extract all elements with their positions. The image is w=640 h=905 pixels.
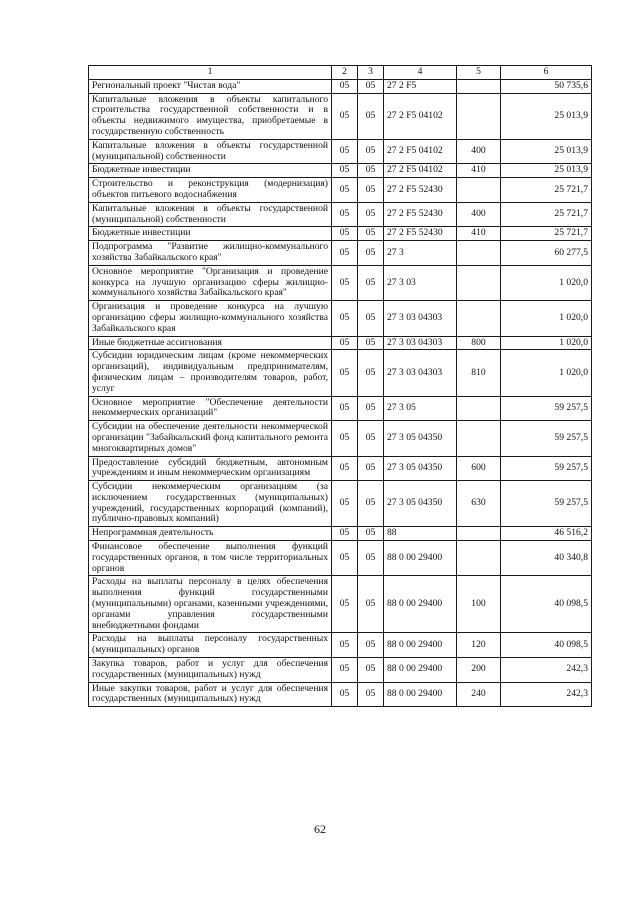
cell-expense-type xyxy=(457,178,501,203)
cell-amount: 59 257,5 xyxy=(501,396,592,421)
cell-name: Бюджетные инвестиции xyxy=(89,227,332,241)
cell-subsection: 05 xyxy=(358,350,384,396)
cell-amount: 242,3 xyxy=(501,682,592,707)
cell-target-article: 88 0 00 29400 xyxy=(384,576,457,633)
budget-table xyxy=(88,65,592,707)
cell-expense-type: 410 xyxy=(457,164,501,178)
cell-section: 05 xyxy=(332,633,358,658)
cell-subsection: 05 xyxy=(358,241,384,266)
cell-expense-type xyxy=(457,241,501,266)
cell-name: Иные бюджетные ассигнования xyxy=(89,336,332,350)
cell-target-article: 27 2 F5 04102 xyxy=(384,164,457,178)
cell-subsection: 05 xyxy=(358,301,384,336)
cell-amount: 40 098,5 xyxy=(501,576,592,633)
cell-amount: 25 721,7 xyxy=(501,202,592,227)
page-number: 62 xyxy=(314,822,326,836)
cell-expense-type xyxy=(457,541,501,576)
cell-amount: 50 735,6 xyxy=(501,79,592,93)
cell-amount: 25 721,7 xyxy=(501,178,592,203)
cell-subsection: 05 xyxy=(358,227,384,241)
cell-section: 05 xyxy=(332,241,358,266)
cell-section: 05 xyxy=(332,396,358,421)
cell-target-article: 88 0 00 29400 xyxy=(384,658,457,683)
table-row xyxy=(89,658,592,683)
cell-section: 05 xyxy=(332,301,358,336)
cell-section: 05 xyxy=(332,682,358,707)
cell-expense-type: 630 xyxy=(457,481,501,527)
cell-expense-type: 800 xyxy=(457,336,501,350)
cell-amount: 1 020,0 xyxy=(501,336,592,350)
header-cell-6: 6 xyxy=(501,66,592,80)
cell-amount: 25 721,7 xyxy=(501,227,592,241)
cell-subsection: 05 xyxy=(358,456,384,481)
cell-subsection: 05 xyxy=(358,396,384,421)
cell-name: Финансовое обеспечение выполнения функций государственных органов, в том числе территориальных органов xyxy=(89,541,332,576)
cell-section: 05 xyxy=(332,79,358,93)
table-row xyxy=(89,202,592,227)
cell-section: 05 xyxy=(332,658,358,683)
table-row xyxy=(89,481,592,527)
table-row xyxy=(89,265,592,300)
cell-expense-type: 240 xyxy=(457,682,501,707)
cell-name: Субсидии юридическим лицам (кроме некоммерческих организаций), индивидуальным предпринимателям, физическим лицам – производителям товаров, работ, услуг xyxy=(89,350,332,396)
cell-amount: 25 013,9 xyxy=(501,93,592,139)
cell-target-article: 27 3 03 04303 xyxy=(384,350,457,396)
table-row xyxy=(89,301,592,336)
cell-amount: 60 277,5 xyxy=(501,241,592,266)
header-cell-1: 1 xyxy=(89,66,332,80)
cell-name: Бюджетные инвестиции xyxy=(89,164,332,178)
cell-amount: 59 257,5 xyxy=(501,421,592,456)
cell-section: 05 xyxy=(332,541,358,576)
table-row xyxy=(89,350,592,396)
cell-target-article: 27 3 03 04303 xyxy=(384,336,457,350)
cell-amount: 59 257,5 xyxy=(501,481,592,527)
cell-amount: 25 013,9 xyxy=(501,164,592,178)
cell-subsection: 05 xyxy=(358,202,384,227)
cell-subsection: 05 xyxy=(358,481,384,527)
table-row xyxy=(89,241,592,266)
cell-name: Подпрограмма "Развитие жилищно-коммунального хозяйства Забайкальского края" xyxy=(89,241,332,266)
cell-expense-type xyxy=(457,527,501,541)
cell-name: Предоставление субсидий бюджетным, автономным учреждениям и иным некоммерческим организациям xyxy=(89,456,332,481)
header-cell-5: 5 xyxy=(457,66,501,80)
table-row xyxy=(89,456,592,481)
cell-name: Капитальные вложения в объекты капитального строительства государственной собственности и в объекты недвижимого имущества, приобретаемые в государственную собственность xyxy=(89,93,332,139)
cell-expense-type xyxy=(457,79,501,93)
cell-name: Непрограммная деятельность xyxy=(89,527,332,541)
table-row xyxy=(89,336,592,350)
cell-target-article: 27 3 xyxy=(384,241,457,266)
cell-expense-type xyxy=(457,265,501,300)
cell-target-article: 27 3 05 04350 xyxy=(384,421,457,456)
cell-amount: 1 020,0 xyxy=(501,350,592,396)
cell-subsection: 05 xyxy=(358,79,384,93)
cell-target-article: 27 2 F5 52430 xyxy=(384,202,457,227)
table-row xyxy=(89,164,592,178)
table-header-row xyxy=(89,66,592,80)
cell-expense-type: 120 xyxy=(457,633,501,658)
cell-target-article: 27 3 05 xyxy=(384,396,457,421)
cell-section: 05 xyxy=(332,481,358,527)
cell-name: Расходы на выплаты персоналу в целях обеспечения выполнения функций государственными (муниципальными) органами, казенными учреждениями, органами управления государственными внебюджетными фондами xyxy=(89,576,332,633)
cell-section: 05 xyxy=(332,227,358,241)
cell-subsection: 05 xyxy=(358,527,384,541)
cell-section: 05 xyxy=(332,576,358,633)
cell-subsection: 05 xyxy=(358,633,384,658)
cell-subsection: 05 xyxy=(358,541,384,576)
cell-subsection: 05 xyxy=(358,421,384,456)
cell-section: 05 xyxy=(332,527,358,541)
cell-target-article: 88 0 00 29400 xyxy=(384,633,457,658)
cell-expense-type xyxy=(457,301,501,336)
table-row xyxy=(89,396,592,421)
cell-name: Капитальные вложения в объекты государственной (муниципальной) собственности xyxy=(89,202,332,227)
cell-subsection: 05 xyxy=(358,93,384,139)
cell-subsection: 05 xyxy=(358,336,384,350)
cell-section: 05 xyxy=(332,164,358,178)
cell-section: 05 xyxy=(332,178,358,203)
cell-section: 05 xyxy=(332,265,358,300)
cell-expense-type: 400 xyxy=(457,202,501,227)
table-row xyxy=(89,421,592,456)
header-cell-3: 3 xyxy=(358,66,384,80)
cell-target-article: 27 2 F5 52430 xyxy=(384,227,457,241)
cell-expense-type xyxy=(457,421,501,456)
cell-expense-type: 100 xyxy=(457,576,501,633)
cell-target-article: 27 3 03 04303 xyxy=(384,301,457,336)
cell-name: Закупка товаров, работ и услуг для обеспечения государственных (муниципальных) нужд xyxy=(89,658,332,683)
cell-amount: 25 013,9 xyxy=(501,139,592,164)
cell-amount: 1 020,0 xyxy=(501,301,592,336)
cell-name: Основное мероприятие "Обеспечение деятельности некоммерческих организаций" xyxy=(89,396,332,421)
cell-expense-type xyxy=(457,93,501,139)
cell-name: Строительство и реконструкция (модернизация) объектов питьевого водоснабжения xyxy=(89,178,332,203)
cell-section: 05 xyxy=(332,139,358,164)
header-cell-4: 4 xyxy=(384,66,457,80)
cell-target-article: 88 0 00 29400 xyxy=(384,541,457,576)
cell-subsection: 05 xyxy=(358,682,384,707)
cell-section: 05 xyxy=(332,421,358,456)
cell-section: 05 xyxy=(332,336,358,350)
cell-expense-type: 410 xyxy=(457,227,501,241)
cell-expense-type: 200 xyxy=(457,658,501,683)
cell-section: 05 xyxy=(332,202,358,227)
cell-expense-type: 400 xyxy=(457,139,501,164)
cell-amount: 242,3 xyxy=(501,658,592,683)
table-row xyxy=(89,527,592,541)
cell-section: 05 xyxy=(332,456,358,481)
cell-expense-type: 600 xyxy=(457,456,501,481)
cell-target-article: 27 2 F5 04102 xyxy=(384,93,457,139)
cell-amount: 59 257,5 xyxy=(501,456,592,481)
header-cell-2: 2 xyxy=(332,66,358,80)
cell-name: Иные закупки товаров, работ и услуг для обеспечения государственных (муниципальных) нужд xyxy=(89,682,332,707)
table-row xyxy=(89,139,592,164)
cell-section: 05 xyxy=(332,93,358,139)
table-body xyxy=(89,66,592,707)
cell-target-article: 27 2 F5 04102 xyxy=(384,139,457,164)
table-row xyxy=(89,541,592,576)
cell-name: Основное мероприятие "Организация и проведение конкурса на лучшую организацию сферы жилищно-коммунального хозяйства Забайкальского края" xyxy=(89,265,332,300)
cell-name: Региональный проект "Чистая вода" xyxy=(89,79,332,93)
cell-target-article: 27 3 05 04350 xyxy=(384,481,457,527)
cell-subsection: 05 xyxy=(358,139,384,164)
cell-name: Субсидии на обеспечение деятельности некоммерческой организации "Забайкальский фонд капитального ремонта многоквартирных домов" xyxy=(89,421,332,456)
cell-amount: 40 340,8 xyxy=(501,541,592,576)
table-row xyxy=(89,79,592,93)
cell-amount: 40 098,5 xyxy=(501,633,592,658)
cell-subsection: 05 xyxy=(358,178,384,203)
cell-subsection: 05 xyxy=(358,164,384,178)
cell-target-article: 27 3 03 xyxy=(384,265,457,300)
table-row xyxy=(89,576,592,633)
cell-target-article: 27 2 F5 52430 xyxy=(384,178,457,203)
cell-target-article: 88 xyxy=(384,527,457,541)
document-page xyxy=(88,65,591,707)
cell-subsection: 05 xyxy=(358,265,384,300)
cell-target-article: 27 3 05 04350 xyxy=(384,456,457,481)
cell-subsection: 05 xyxy=(358,576,384,633)
cell-target-article: 27 2 F5 xyxy=(384,79,457,93)
table-row xyxy=(89,682,592,707)
cell-name: Капитальные вложения в объекты государственной (муниципальной) собственности xyxy=(89,139,332,164)
cell-section: 05 xyxy=(332,350,358,396)
table-row xyxy=(89,227,592,241)
table-row xyxy=(89,633,592,658)
table-row xyxy=(89,178,592,203)
cell-name: Организация и проведение конкурса на лучшую организацию сферы жилищно-коммунального хозяйства Забайкальского края xyxy=(89,301,332,336)
cell-name: Субсидии некоммерческим организациям (за исключением государственных (муниципальных) учреждений, государственных корпораций (компаний), публично-правовых компаний) xyxy=(89,481,332,527)
cell-target-article: 88 0 00 29400 xyxy=(384,682,457,707)
cell-subsection: 05 xyxy=(358,658,384,683)
table-row xyxy=(89,93,592,139)
cell-amount: 46 516,2 xyxy=(501,527,592,541)
cell-amount: 1 020,0 xyxy=(501,265,592,300)
cell-expense-type xyxy=(457,396,501,421)
cell-name: Расходы на выплаты персоналу государственных (муниципальных) органов xyxy=(89,633,332,658)
cell-expense-type: 810 xyxy=(457,350,501,396)
